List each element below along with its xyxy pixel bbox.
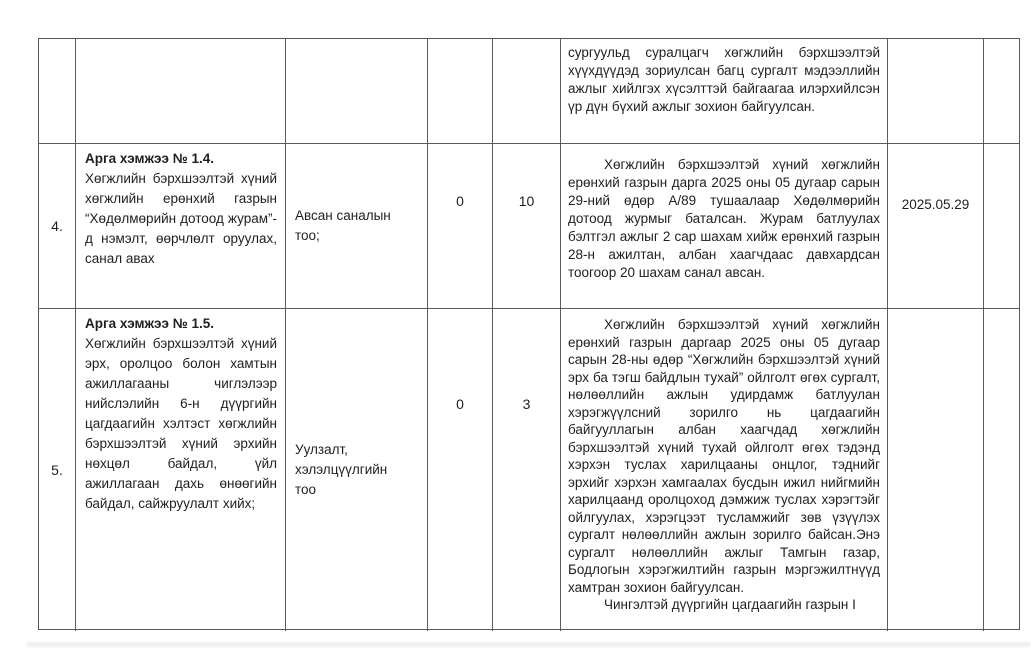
row-5-number-cell bbox=[39, 309, 76, 631]
result-paragraph: Хөгжлийн бэрхшээлтэй хүний хөгжлийн ерөнхий газрын даргаар 2025 оны 05 дугаар сарын 28-ны өдөр “Хөгжлийн бэрхшээлтэй хүний эрх ба тэгш байдлын тухай” ойлголт өгөх сургалт, нөлөөллийн ажлын удирдамж батлуулан хэрэгжүүлсний зорилго нь цагдаагийн байгууллагын албан хаагчдад хөгжлийн бэрхшээлтэй хүний тухай ойлголт өгөх тэдэнд хэрхэн туслах харилцааны онцлог, тэднийг эрхийг хэрхэн хамгаалах бусдын ижил нийгмийн харилцаанд оролцоход дэмжиж туслах хэрэгтэйг ойлгуулах, хэрэгцээт тусламжийг зөв үзүүлэх сургалт нөлөөллийн ажлын зорилго байсан.Энэ сургалт нөлөөллийн ажлыг Тамгын газар, Бодлогын хэрэгжилтийн газрын мэргэжилтнүүд хамтран зохион байгуулсан. bbox=[568, 317, 880, 595]
indicator-text: Авсан саналын тоо; bbox=[295, 208, 391, 243]
row-5-target-cell bbox=[493, 309, 561, 631]
row-4-date-cell bbox=[888, 144, 984, 309]
row-5-baseline-cell bbox=[428, 309, 493, 631]
row-5-result-cell bbox=[561, 309, 888, 631]
row-cont-baseline-cell bbox=[428, 39, 493, 144]
date-value: 2025.05.29 bbox=[901, 197, 970, 212]
row-cont-activity-cell bbox=[76, 39, 286, 144]
row-cont-number-cell bbox=[39, 39, 76, 144]
row-5-indicator-cell bbox=[286, 309, 428, 631]
activity-title: Арга хэмжээ № 1.4. bbox=[85, 151, 215, 166]
row-cont-empty-cell bbox=[984, 39, 1019, 144]
result-paragraph: Хөгжлийн бэрхшээлтэй хүний хөгжлийн ерөнхий газрын дарга 2025 оны 05 дугаар сарын 29-ний өдөр А/89 тушаалаар Хөдөлмөрийн дотоод журмыг баталсан. Журам батлуулах бэлтгэл ажлыг 2 сар шахам хийж ерөнхий газрын 28-н ажилтан, албан хаагчдаас давхардсан тоогоор 20 шахам санал авсан. bbox=[568, 157, 880, 280]
row-4-result-cell bbox=[561, 144, 888, 309]
row-4-target-cell bbox=[493, 144, 561, 309]
row-cont-date-cell bbox=[888, 39, 984, 144]
row-cont-result-cell bbox=[561, 39, 888, 144]
row-cont-target-cell bbox=[493, 39, 561, 144]
row-5-activity-cell bbox=[76, 309, 286, 631]
row-4-activity-cell bbox=[76, 144, 286, 309]
row-5-date-cell bbox=[888, 309, 984, 631]
scanner-artifact-streak bbox=[26, 642, 1031, 647]
activity-body: Хөгжлийн бэрхшээлтэй хүний эрх, оролцоо болон хамтын ажиллагааны чиглэлээр нийслэлийн 6-н дүүргийн цагдаагийн хэлтэст хөгжлийн бэрхшээлтэй хүний эрхийн нөхцөл байдал, үйл ажиллагаан дахь өнөөгийн байдал, сайжруулалт хийх; bbox=[85, 336, 277, 511]
row-number: 5. bbox=[51, 462, 63, 478]
row-5-empty-cell bbox=[984, 309, 1019, 631]
baseline-value: 0 bbox=[456, 193, 464, 209]
row-4-baseline-cell bbox=[428, 144, 493, 309]
activity-report-table bbox=[38, 38, 1020, 630]
row-4-indicator-cell bbox=[286, 144, 428, 309]
result-paragraph: сургуульд суралцагч хөгжлийн бэрхшээлтэй хүүхдүүдэд зориулсан багц сургалт мэдээллийн ажлыг хийлгэх хүсэлттэй байгаагаа илэрхийлсэн үр дүн бүхий ажлыг зохион байгуулсан. bbox=[568, 45, 880, 114]
indicator-text: Уулзалт, хэлэлцүүлгийн тоо bbox=[295, 442, 388, 497]
row-4-number-cell bbox=[39, 144, 76, 309]
baseline-value: 0 bbox=[456, 396, 464, 412]
activity-body: Хөгжлийн бэрхшээлтэй хүний хөгжлийн ерөнхий газрын “Хөдөлмөрийн дотоод журам”-д нэмэлт, өөрчлөлт оруулах, санал авах bbox=[85, 171, 277, 266]
result-paragraph: Чингэлтэй дүүргийн цагдаагийн газрын I bbox=[604, 597, 856, 612]
row-4-empty-cell bbox=[984, 144, 1019, 309]
target-value: 10 bbox=[518, 193, 535, 209]
target-value: 3 bbox=[522, 396, 531, 412]
activity-title: Арга хэмжээ № 1.5. bbox=[85, 316, 215, 331]
row-cont-indicator-cell bbox=[286, 39, 428, 144]
row-number: 4. bbox=[51, 218, 63, 234]
